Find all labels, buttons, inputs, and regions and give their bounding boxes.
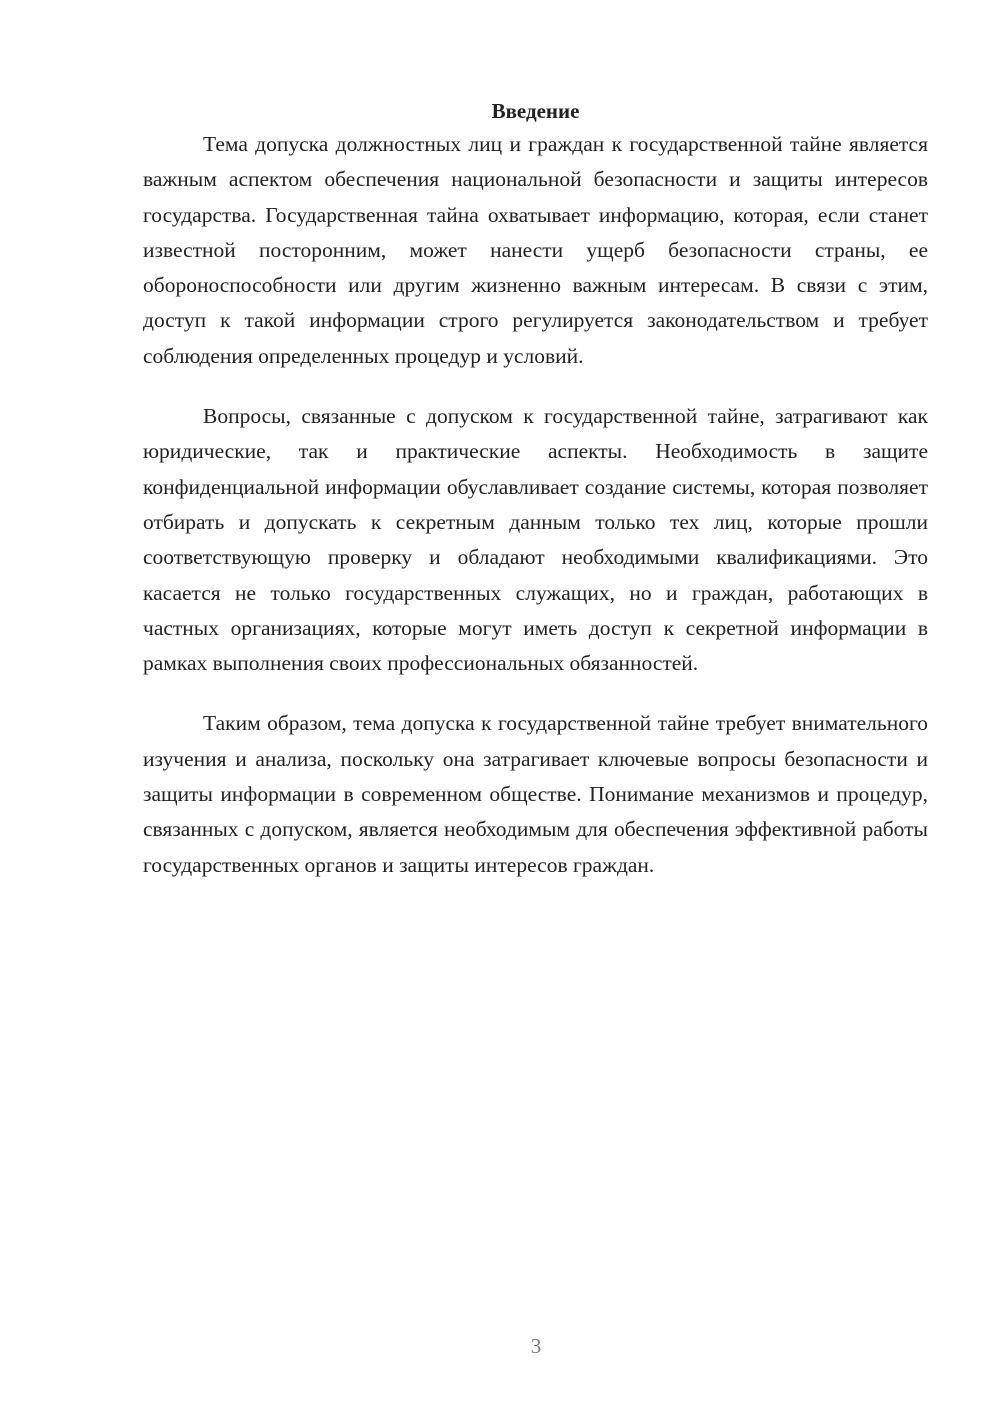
paragraph-3: Таким образом, тема допуска к государственной тайне требует внимательного изучения и анализа, поскольку она затрагивает ключевые вопросы безопасности и защиты информации в современном обществе. Понимание механизмов и процедур, связанных с допуском, является необходимым для обеспечения эффективной работы государственных органов и защиты интересов граждан. — [143, 711, 928, 877]
page-number: 3 — [530, 1334, 542, 1358]
paragraph-2: Вопросы, связанные с допуском к государственной тайне, затрагивают как юридические, так и практические аспекты. Необходимость в защите конфиденциальной информации обуславливает создание системы, которая позволяет отбирать и допускать к секретным данным только тех лиц, которые прошли соответствующую проверку и обладают необходимыми квалификациями. Это касается не только государственных служащих, но и граждан, работающих в частных организациях, которые могут иметь доступ к секретной информации в рамках выполнения своих профессиональных обязанностей. — [143, 404, 928, 676]
page-content — [143, 96, 928, 908]
section-heading: Введение — [491, 99, 580, 123]
paragraph-1: Тема допуска должностных лиц и граждан к государственной тайне является важным аспектом обеспечения национальной безопасности и защиты интересов государства. Государственная тайна охватывает информацию, которая, если станет известной посторонним, может нанести ущерб безопасности страны, ее обороноспособности или другим жизненно важным интересам. В связи с этим, доступ к такой информации строго регулируется законодательством и требует соблюдения определенных процедур и условий. — [143, 132, 928, 368]
